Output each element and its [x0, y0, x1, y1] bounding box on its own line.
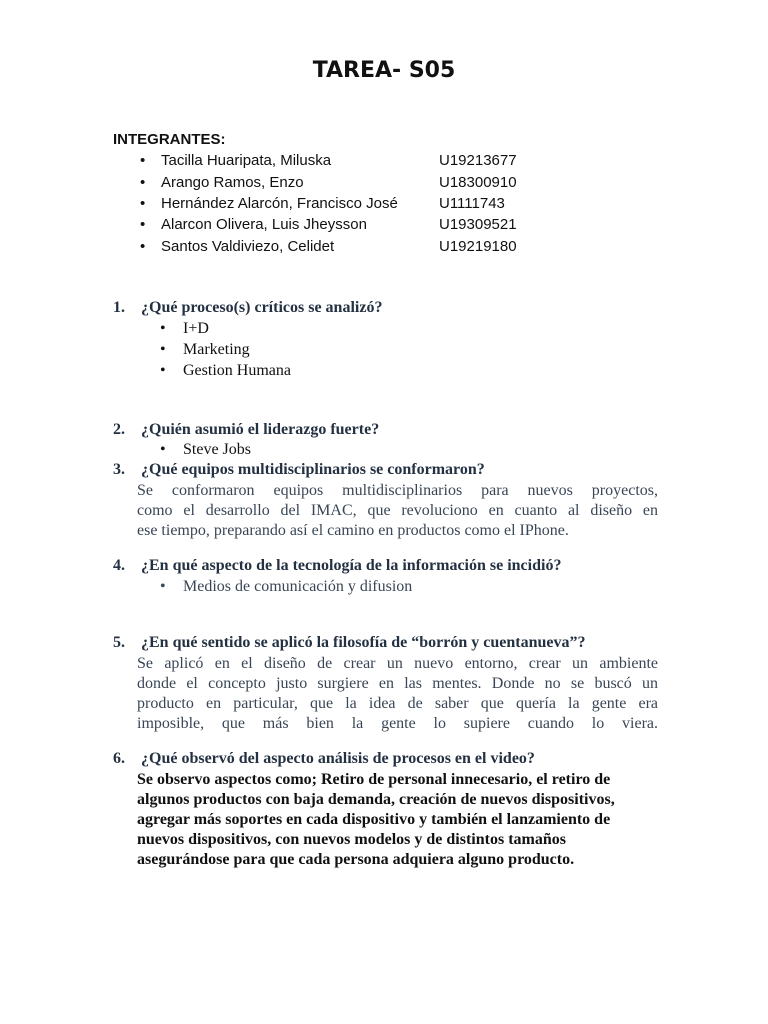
member-item — [0, 195, 768, 215]
answer-paragraph — [137, 770, 658, 870]
integrantes-heading: INTEGRANTES: — [113, 131, 226, 148]
member-item — [0, 152, 768, 172]
answer-line: Se conformaron equipos multidisciplinarios para nuevos proyectos, — [137, 482, 658, 499]
question-text: ¿En qué sentido se aplicó la filosofía de “borrón y cuentanueva”? — [141, 634, 586, 651]
member-item — [0, 216, 768, 236]
page-title: TAREA- S05 — [312, 58, 456, 83]
bullet-icon: • — [140, 216, 146, 233]
answer-line: donde el concepto justo surgiere en las mentes. Donde no se buscó un — [137, 675, 658, 692]
member-name: Hernández Alarcón, Francisco José — [161, 195, 398, 212]
member-name: Arango Ramos, Enzo — [161, 174, 304, 191]
member-item — [0, 174, 768, 194]
bullet-icon: • — [160, 362, 166, 379]
question-6 — [113, 750, 535, 768]
answer-line: Se observo aspectos como; Retiro de personal innecesario, el retiro de — [137, 771, 611, 788]
question-text: ¿Qué proceso(s) críticos se analizó? — [141, 299, 383, 316]
answer-paragraph — [137, 481, 658, 541]
bullet-icon: • — [160, 441, 166, 458]
bullet-icon: • — [160, 578, 166, 595]
question-2 — [113, 421, 379, 439]
question-number: 2. — [113, 421, 125, 438]
question-5 — [113, 634, 585, 652]
question-3 — [113, 461, 485, 479]
answer-line: Se aplicó en el diseño de crear un nuevo entorno, crear un ambiente — [137, 655, 658, 672]
bullet-text: Steve Jobs — [183, 441, 251, 458]
bullet-text: I+D — [183, 320, 209, 337]
question-text: ¿Qué equipos multidisciplinarios se conformaron? — [141, 461, 485, 478]
question-4 — [113, 557, 561, 575]
question-number: 5. — [113, 634, 125, 651]
answer-paragraph — [137, 654, 658, 734]
member-name: Tacilla Huaripata, Miluska — [161, 152, 332, 169]
question-text: ¿Qué observó del aspecto análisis de procesos en el video? — [141, 750, 535, 767]
bullet-icon: • — [140, 238, 146, 255]
question-number: 3. — [113, 461, 125, 478]
bullet-text: Gestion Humana — [183, 362, 291, 379]
question-1 — [113, 299, 382, 317]
question-text: ¿Quién asumió el liderazgo fuerte? — [141, 421, 380, 438]
question-number: 1. — [113, 299, 125, 316]
answer-line: algunos productos con baja demanda, creación de nuevos dispositivos, — [137, 791, 615, 808]
question-number: 4. — [113, 557, 125, 574]
answer-line: ese tiempo, preparando así el camino en productos como el IPhone. — [137, 522, 569, 539]
member-code: U1111743 — [439, 195, 505, 212]
bullet-icon: • — [140, 152, 146, 169]
member-name: Santos Valdiviezo, Celidet — [161, 238, 335, 255]
answer-line: como el desarrollo del IMAC, que revoluciono en cuanto al diseño en — [137, 502, 658, 519]
answer-line: agregar más soportes en cada dispositivo y también el lanzamiento de — [137, 811, 611, 828]
bullet-text: Marketing — [183, 341, 250, 358]
answer-line: producto en particular, que la idea de saber que quería la gente era — [137, 695, 658, 712]
bullet-icon: • — [160, 341, 166, 358]
member-item — [0, 238, 768, 258]
bullet-icon: • — [140, 195, 146, 212]
bullet-icon: • — [140, 174, 146, 191]
answer-line: nuevos dispositivos, con nuevos modelos y de distintos tamaños — [137, 831, 566, 848]
member-code: U19213677 — [439, 152, 517, 169]
answer-line: imposible, que más bien la gente lo supiere cuando lo viera. — [137, 715, 658, 732]
answer-line: asegurándose para que cada persona adquiera alguno producto. — [137, 851, 575, 868]
member-code: U19309521 — [439, 216, 517, 233]
member-code: U19219180 — [439, 238, 517, 255]
member-code: U18300910 — [439, 174, 517, 191]
bullet-text: Medios de comunicación y difusion — [183, 578, 413, 595]
question-text: ¿En qué aspecto de la tecnología de la información se incidió? — [141, 557, 562, 574]
question-number: 6. — [113, 750, 125, 767]
member-name: Alarcon Olivera, Luis Jheysson — [161, 216, 367, 233]
bullet-icon: • — [160, 320, 166, 337]
